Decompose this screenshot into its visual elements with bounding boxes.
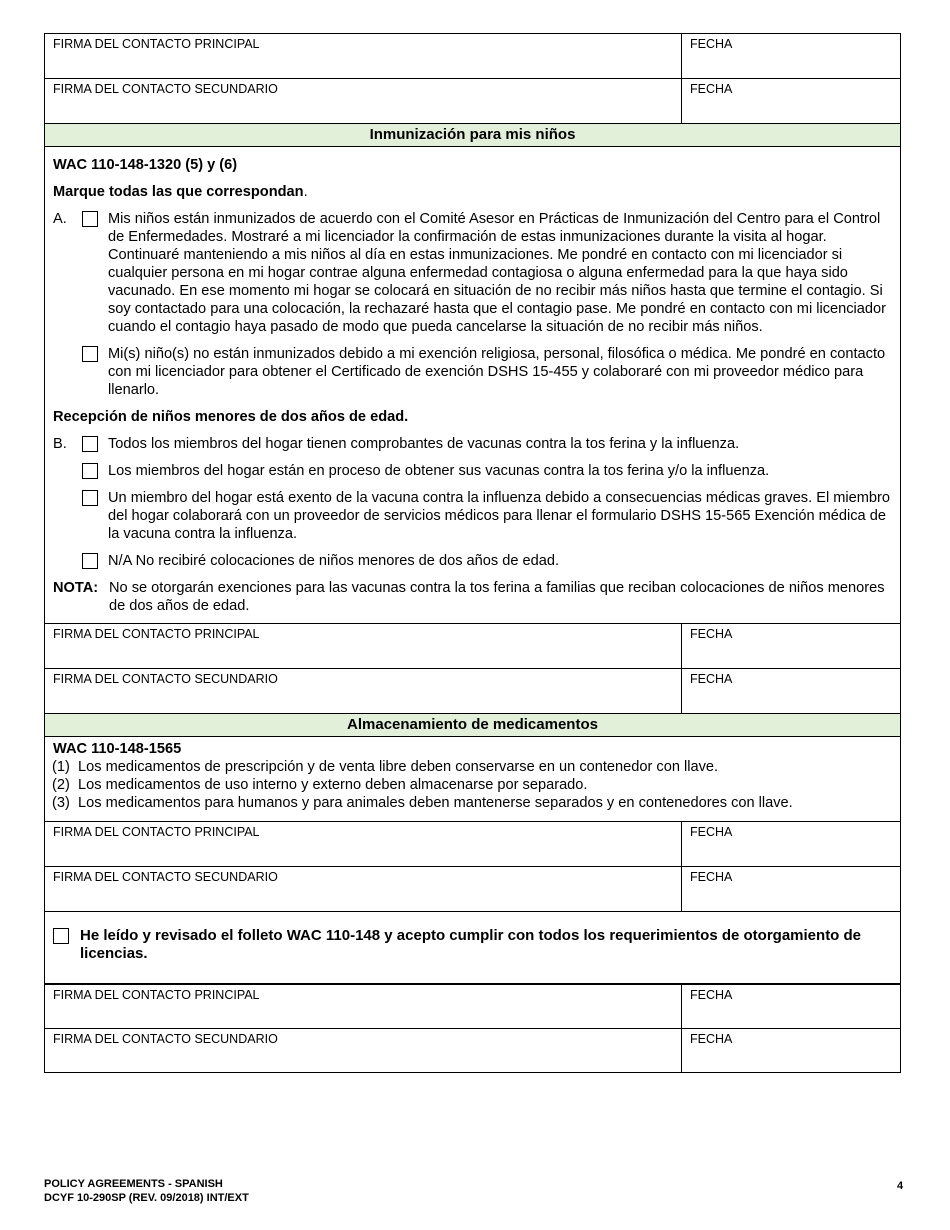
option-a1 [53,210,892,336]
signature-row-secondary [45,78,900,123]
date-label: FECHA [690,870,733,884]
primary-date-field[interactable] [682,822,900,866]
secondary-date-field[interactable] [682,867,900,911]
list-number: (3) [52,795,70,811]
medication-wac: WAC 110-148-1565 [53,741,182,757]
date-label: FECHA [690,988,733,1002]
date-label: FECHA [690,82,733,96]
secondary-signature-field[interactable] [45,79,682,123]
option-b4 [53,552,892,570]
signature-row-primary [45,983,900,1028]
option-b4-text: N/A No recibiré colocaciones de niños menores de dos años de edad. [108,553,560,569]
signature-row-primary [45,821,900,866]
mark-all-suffix: . [303,184,308,200]
signature-row-secondary [45,1028,900,1073]
option-a1-checkbox[interactable] [82,211,98,227]
date-label: FECHA [690,825,733,839]
nota-text: No se otorgarán exenciones para las vacunas contra la tos ferina a familias que reciban colocaciones de niños menores de dos años de edad. [109,580,885,614]
option-a2 [53,345,892,399]
date-label: FECHA [690,37,733,51]
nota-label: NOTA: [53,580,99,596]
option-b3 [53,489,892,543]
list-item [52,758,892,776]
list-number: (2) [52,777,70,793]
acknowledgment-checkbox[interactable] [53,928,69,944]
primary-date-field[interactable] [682,624,900,668]
option-a2-checkbox[interactable] [82,346,98,362]
policy-form [44,33,901,1073]
acknowledgment-row [45,911,900,983]
primary-date-field[interactable] [682,34,900,78]
immunization-wac: WAC 110-148-1320 (5) y (6) [53,157,238,173]
list-item [52,776,892,794]
mark-all-text: Marque todas las que correspondan [53,184,304,200]
secondary-signature-label: FIRMA DEL CONTACTO SECUNDARIO [53,82,278,96]
option-b2 [53,462,892,480]
secondary-date-field[interactable] [682,79,900,123]
primary-signature-label: FIRMA DEL CONTACTO PRINCIPAL [53,988,260,1002]
secondary-date-field[interactable] [682,669,900,713]
nota [53,579,892,615]
page-number: 4 [897,1180,904,1192]
option-b2-checkbox[interactable] [82,463,98,479]
date-label: FECHA [690,627,733,641]
secondary-signature-field[interactable] [45,867,682,911]
date-label: FECHA [690,1032,733,1046]
primary-date-field[interactable] [682,985,900,1028]
secondary-signature-field[interactable] [45,669,682,713]
footer-form-number: DCYF 10-290SP (REV. 09/2018) INT/EXT [44,1192,249,1204]
medication-list [52,758,892,812]
primary-signature-label: FIRMA DEL CONTACTO PRINCIPAL [53,627,260,641]
primary-signature-field[interactable] [45,985,682,1028]
list-text: Los medicamentos de prescripción y de venta libre deben conservarse en un contenedor con llave. [78,759,719,775]
medication-section-title: Almacenamiento de medicamentos [45,713,900,736]
signature-row-primary [45,33,900,78]
list-text: Los medicamentos para humanos y para animales deben mantenerse separados y en contenedores con llave. [78,795,793,811]
under-two-heading: Recepción de niños menores de dos años de edad. [53,409,409,425]
secondary-signature-label: FIRMA DEL CONTACTO SECUNDARIO [53,1032,278,1046]
option-b1 [53,435,892,453]
list-number: (1) [52,759,70,775]
letter-b: B. [53,436,67,452]
medication-section [45,736,900,821]
mark-all-instruction [53,183,892,201]
secondary-signature-field[interactable] [45,1029,682,1072]
option-b3-text: Un miembro del hogar está exento de la vacuna contra la influenza debido a consecuencias médicas graves. El miembro del hogar colaborará con un proveedor de servicios médicos para llenar el formulario DSHS 15-565 Exención médica de la vacuna contra la influenza. [108,490,891,542]
option-b3-checkbox[interactable] [82,490,98,506]
signature-row-secondary [45,866,900,911]
primary-signature-field[interactable] [45,822,682,866]
secondary-signature-label: FIRMA DEL CONTACTO SECUNDARIO [53,870,278,884]
option-b2-text: Los miembros del hogar están en proceso de obtener sus vacunas contra la tos ferina y/o la influenza. [108,463,770,479]
option-b1-checkbox[interactable] [82,436,98,452]
list-text: Los medicamentos de uso interno y externo deben almacenarse por separado. [78,777,588,793]
list-item [52,794,892,812]
option-a2-text: Mi(s) niño(s) no están inmunizados debido a mi exención religiosa, personal, filosófica o médica. Me pondré en contacto con mi licenciador para obtener el Certificado de exención DSHS 15-455 y colaboraré con mi proveedor médico para llenarlo. [108,346,886,398]
primary-signature-label: FIRMA DEL CONTACTO PRINCIPAL [53,825,260,839]
letter-a: A. [53,211,67,227]
option-a1-text: Mis niños están inmunizados de acuerdo con el Comité Asesor en Prácticas de Inmunización del Centro para el Control de Enfermedades. Mostraré a mi licenciador la confirmación de estas inmunizaciones durante la visita al hogar. Continuaré manteniendo a mis niños al día en estas inmunizaciones. Me pondré en contacto con mi licenciador si cualquier persona en mi hogar contrae alguna enfermedad contagiosa o alguna enfermedad para la que haya sido vacunado. En ese momento mi hogar se colocará en situación de no recibir más niños hasta que termine el contagio. Si soy contactado para una colocación, la rechazaré hasta que el contagio pase. Me pondré en contacto con mi licenciador cuando el contagio haya pasado de modo que pueda cancelarse la situación de no recibir más niños. [108,211,887,335]
primary-signature-label: FIRMA DEL CONTACTO PRINCIPAL [53,37,260,51]
primary-signature-field[interactable] [45,624,682,668]
date-label: FECHA [690,672,733,686]
footer-title: POLICY AGREEMENTS - SPANISH [44,1178,223,1190]
secondary-date-field[interactable] [682,1029,900,1072]
immunization-section-title: Inmunización para mis niños [45,123,900,146]
immunization-section [45,146,900,623]
signature-row-secondary [45,668,900,713]
signature-row-primary [45,623,900,668]
option-b1-text: Todos los miembros del hogar tienen comprobantes de vacunas contra la tos ferina y la influenza. [108,436,740,452]
secondary-signature-label: FIRMA DEL CONTACTO SECUNDARIO [53,672,278,686]
acknowledgment-text: He leído y revisado el folleto WAC 110-148 y acepto cumplir con todos los requerimientos de otorgamiento de licencias. [80,927,862,962]
primary-signature-field[interactable] [45,34,682,78]
option-b4-checkbox[interactable] [82,553,98,569]
form-footer [44,1177,249,1205]
